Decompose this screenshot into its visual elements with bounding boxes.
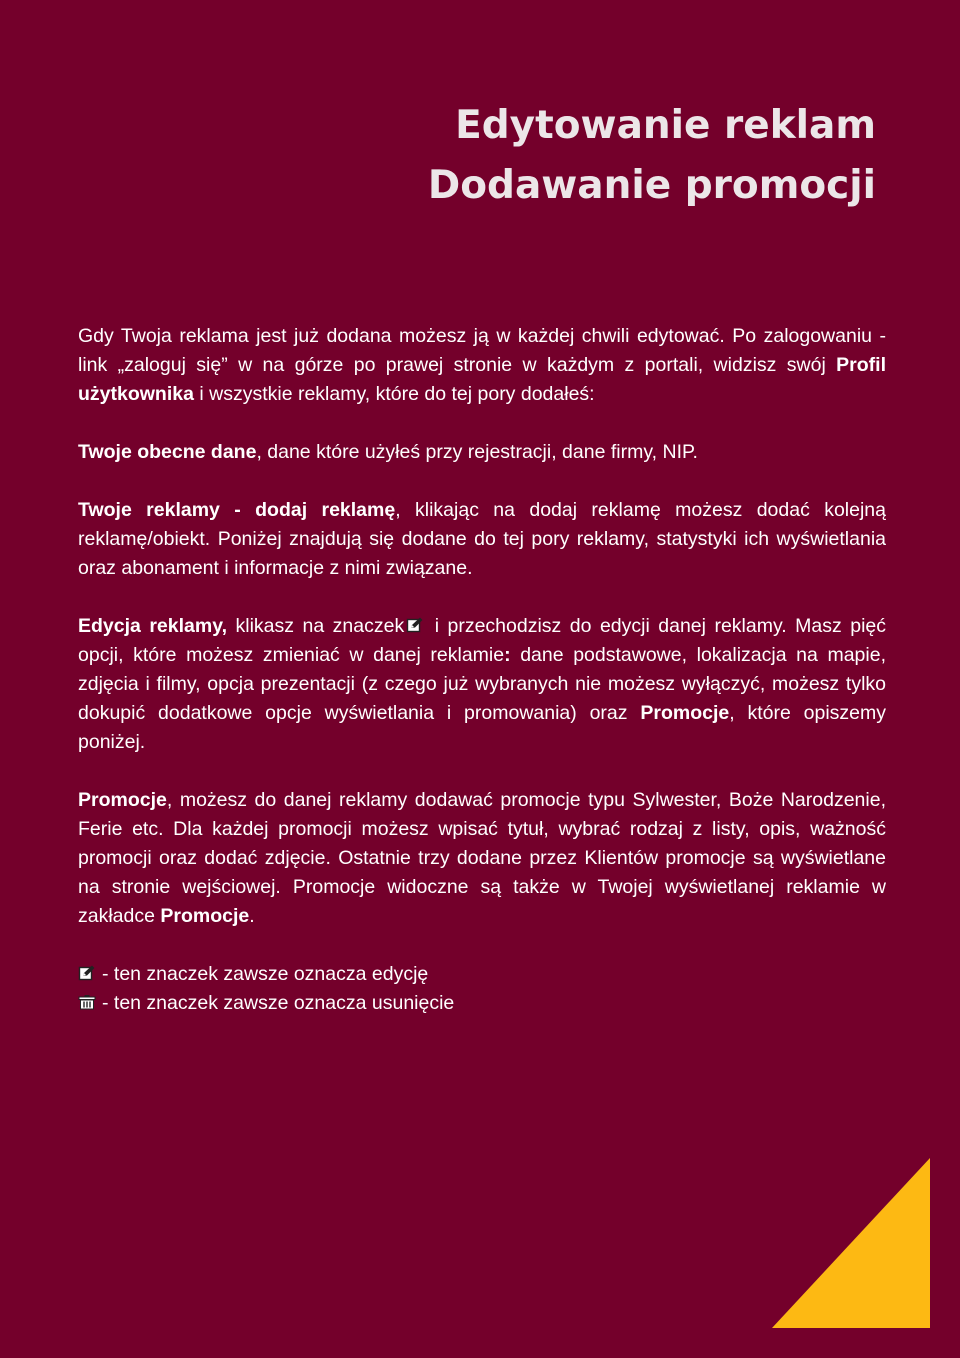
edycja-text-2: i przechodzisz do edycji danej reklamy. Masz pięć opcji, które możesz zmieniać w danej reklamie bbox=[78, 615, 886, 666]
reklamy-paragraph bbox=[78, 496, 886, 583]
edit-icon bbox=[406, 614, 424, 632]
legend-edit-text: - ten znaczek zawsze oznacza edycję bbox=[102, 963, 429, 985]
legend-delete-text: - ten znaczek zawsze oznacza usunięcie bbox=[102, 992, 455, 1014]
promocje-bold: Promocje bbox=[78, 789, 167, 811]
intro-text-1: Gdy Twoja reklama jest już dodana możesz ją w każdej chwili edytować. Po zalogowaniu - link „zaloguj się” w na górze po prawej stronie w każdym z portali, widzisz swój bbox=[78, 325, 886, 376]
dane-bold: Twoje obecne dane bbox=[78, 441, 257, 463]
corner-triangle-decoration bbox=[772, 1158, 930, 1328]
intro-text-2: i wszystkie reklamy, które do tej pory dodałeś: bbox=[193, 383, 595, 405]
icon-legend bbox=[78, 960, 886, 1018]
promocje-text-1: , możesz do danej reklamy dodawać promocje typu Sylwester, Boże Narodzenie, Ferie etc. Dla każdej promocji możesz wpisać tytuł, wybrać rodzaj z listy, opis, ważność promocji oraz dodać zdjęcie. Ostatnie trzy dodane przez Klientów promocje są wyświetlane na stronie wejściowej. Promocje widoczne są także w Twojej wyświetlanej reklamie w zakładce bbox=[78, 789, 886, 927]
edycja-text-1: klikasz na znaczek bbox=[227, 615, 405, 637]
edit-icon bbox=[78, 962, 96, 980]
edycja-text-4: , które opiszemy poniżej. bbox=[78, 702, 887, 753]
page-title bbox=[428, 96, 876, 216]
legend-row-edit bbox=[78, 960, 886, 989]
title-line-1: Edytowanie reklam bbox=[455, 103, 876, 148]
promocje-text-2: . bbox=[249, 905, 255, 927]
dane-paragraph bbox=[78, 438, 886, 467]
edycja-text-3: dane podstawowe, lokalizacja na mapie, zdjęcia i filmy, opcja prezentacji (z czego już wybranych nie możesz wyłączyć, możesz tylko dokupić dodatkowe opcje wyświetlania i promowania) oraz bbox=[78, 644, 886, 724]
promocje-bold-tab: Promocje bbox=[160, 905, 250, 927]
edycja-colon: : bbox=[504, 644, 511, 666]
dane-text: , dane które użyłeś przy rejestracji, dane firmy, NIP. bbox=[256, 441, 698, 463]
intro-paragraph bbox=[78, 322, 886, 409]
reklamy-text: , klikając na dodaj reklamę możesz dodać kolejną reklamę/obiekt. Poniżej znajdują się dodane do tej pory reklamy, statystyki ich wyświetlania oraz abonament i informacje z nimi związane. bbox=[78, 499, 886, 579]
edycja-bold: Edycja reklamy, bbox=[78, 615, 228, 637]
legend-row-delete bbox=[78, 989, 886, 1018]
title-line-2: Dodawanie promocji bbox=[427, 163, 876, 208]
trash-icon bbox=[78, 991, 96, 1009]
edycja-paragraph bbox=[78, 612, 886, 757]
promocje-paragraph bbox=[78, 786, 886, 931]
reklamy-bold: Twoje reklamy - dodaj reklamę bbox=[78, 499, 396, 521]
intro-bold-profile: Profil użytkownika bbox=[78, 354, 886, 405]
content-body bbox=[78, 322, 886, 1018]
edycja-bold-promocje: Promocje bbox=[640, 702, 730, 724]
